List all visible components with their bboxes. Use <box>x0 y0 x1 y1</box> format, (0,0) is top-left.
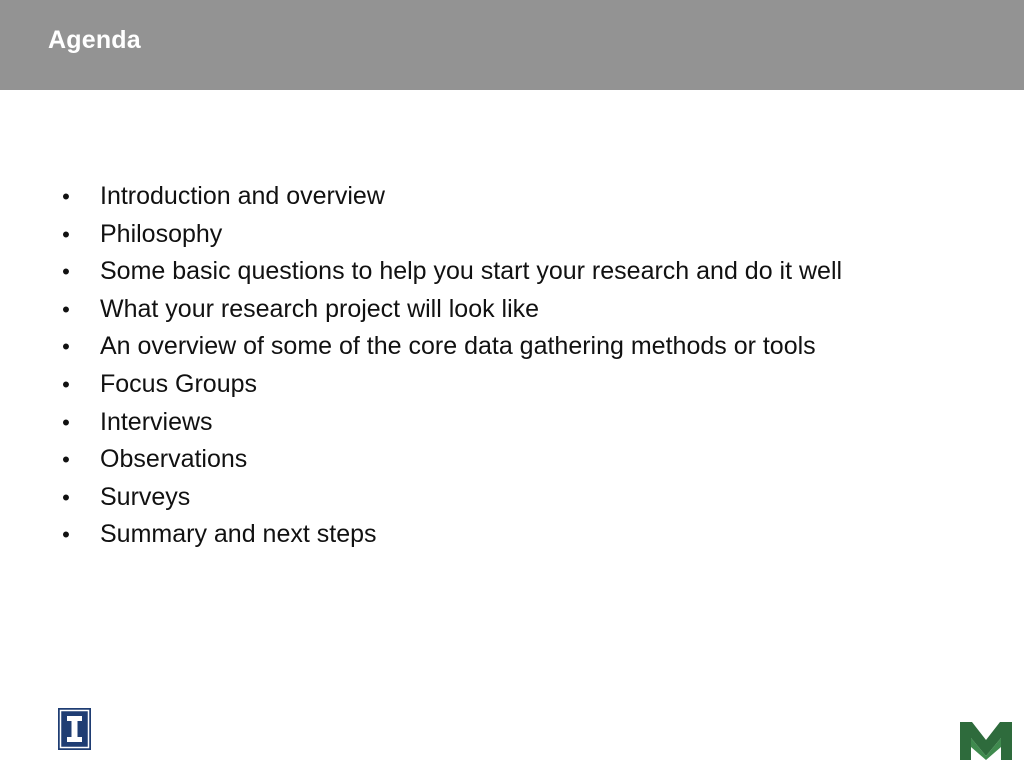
bullet-icon: • <box>62 221 70 247</box>
agenda-item <box>58 253 842 291</box>
agenda-item <box>58 216 842 254</box>
bullet-icon: • <box>62 334 70 360</box>
agenda-item <box>58 516 842 554</box>
agenda-item <box>58 441 842 479</box>
agenda-item <box>58 366 842 404</box>
agenda-item-text: Philosophy <box>100 219 223 248</box>
bullet-icon: • <box>62 447 70 473</box>
bullet-icon: • <box>62 409 70 435</box>
bullet-icon: • <box>62 184 70 209</box>
agenda-item-text: Interviews <box>100 407 213 436</box>
bullet-icon: • <box>62 522 70 548</box>
bullet-icon: • <box>62 259 70 285</box>
university-i-logo-icon <box>58 708 91 750</box>
bullet-icon: • <box>62 371 70 397</box>
m-logo-icon <box>960 720 1012 760</box>
agenda-item-text: Surveys <box>100 482 191 511</box>
agenda-item-text: Introduction and overview <box>100 182 385 210</box>
agenda-item-text: An overview of some of the core data gathering methods or tools <box>100 332 816 361</box>
bullet-icon: • <box>62 484 70 510</box>
agenda-item-text: Some basic questions to help you start your research and do it well <box>100 257 843 286</box>
agenda-item <box>58 404 842 442</box>
agenda-item <box>58 291 842 329</box>
title-bar <box>0 0 1024 90</box>
agenda-item <box>58 479 842 517</box>
agenda-item <box>58 328 842 366</box>
agenda-item-text: Summary and next steps <box>100 520 377 549</box>
agenda-item-text: What your research project will look like <box>100 294 540 323</box>
agenda-item <box>58 178 842 216</box>
slide-title: Agenda <box>48 26 141 54</box>
bullet-icon: • <box>62 296 70 322</box>
agenda-list <box>58 178 842 554</box>
agenda-item-text: Focus Groups <box>100 369 258 398</box>
agenda-item-text: Observations <box>100 445 248 474</box>
